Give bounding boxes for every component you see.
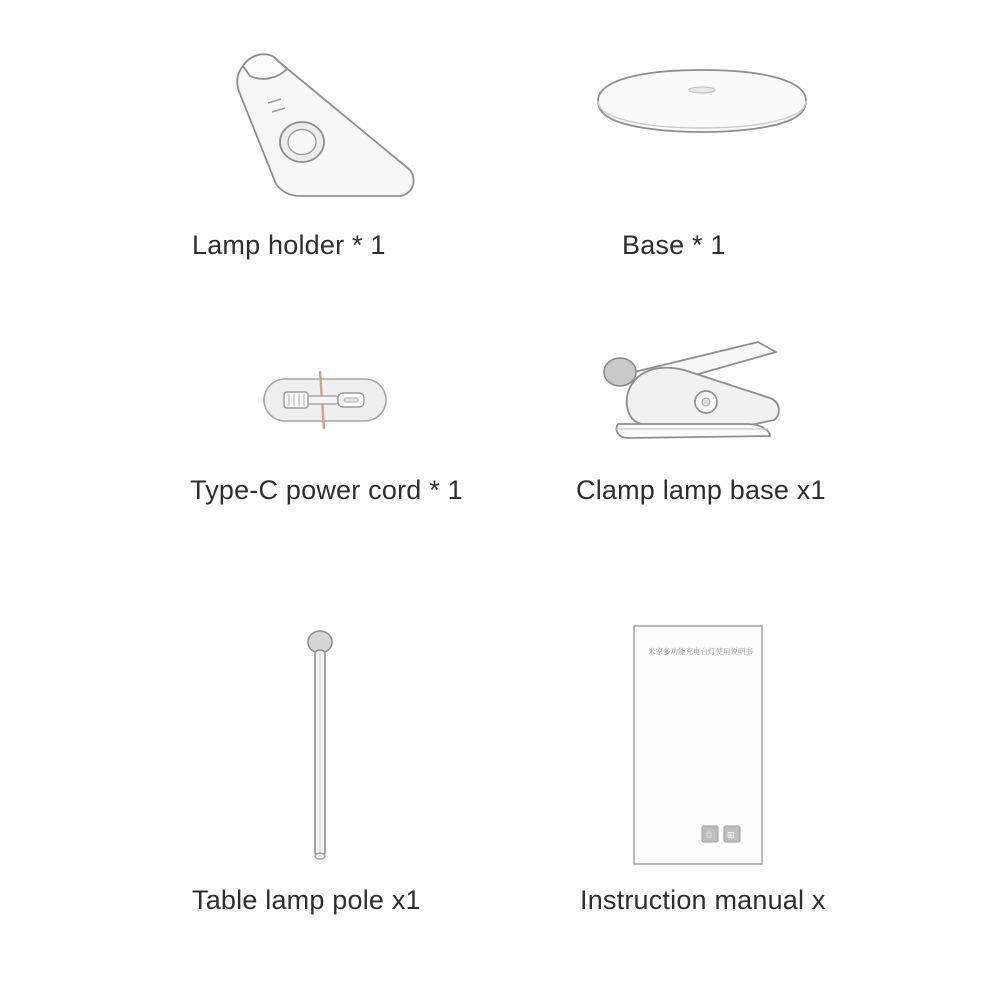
part-caption-base: Base * 1 (622, 230, 726, 260)
part-item-table-lamp-pole (150, 620, 530, 916)
clamp-illustration (560, 320, 960, 475)
part-caption-lamp-holder: Lamp holder * 1 (192, 230, 386, 260)
part-caption-clamp-lamp-base: Clamp lamp base x1 (576, 475, 826, 505)
part-caption-instruction-manual: Instruction manual x (580, 885, 826, 915)
type-c-cord-illustration (150, 345, 550, 475)
part-item-base (560, 20, 920, 261)
manual-cover-title: 米家多功能充电台灯使用说明书 (648, 647, 753, 656)
svg-text:⊞: ⊞ (727, 831, 735, 841)
lamp-pole-icon (290, 624, 350, 874)
part-item-type-c-power-cord (150, 345, 550, 506)
lamp-pole-illustration (150, 620, 530, 885)
part-item-clamp-lamp-base (560, 320, 960, 506)
type-c-cable-icon (262, 367, 402, 437)
lamp-holder-icon (150, 20, 450, 220)
part-caption-type-c-power-cord: Type-C power cord * 1 (190, 475, 463, 505)
base-illustration (560, 20, 920, 230)
part-item-instruction-manual (560, 620, 960, 916)
part-caption-table-lamp-pole: Table lamp pole x1 (192, 885, 421, 915)
part-item-lamp-holder (150, 20, 510, 261)
clamp-icon (598, 330, 818, 460)
manual-booklet-icon (630, 622, 780, 872)
manual-illustration (560, 620, 960, 885)
svg-text:♲: ♲ (705, 831, 714, 841)
lamp-holder-illustration (150, 20, 510, 230)
round-base-icon (590, 68, 820, 158)
